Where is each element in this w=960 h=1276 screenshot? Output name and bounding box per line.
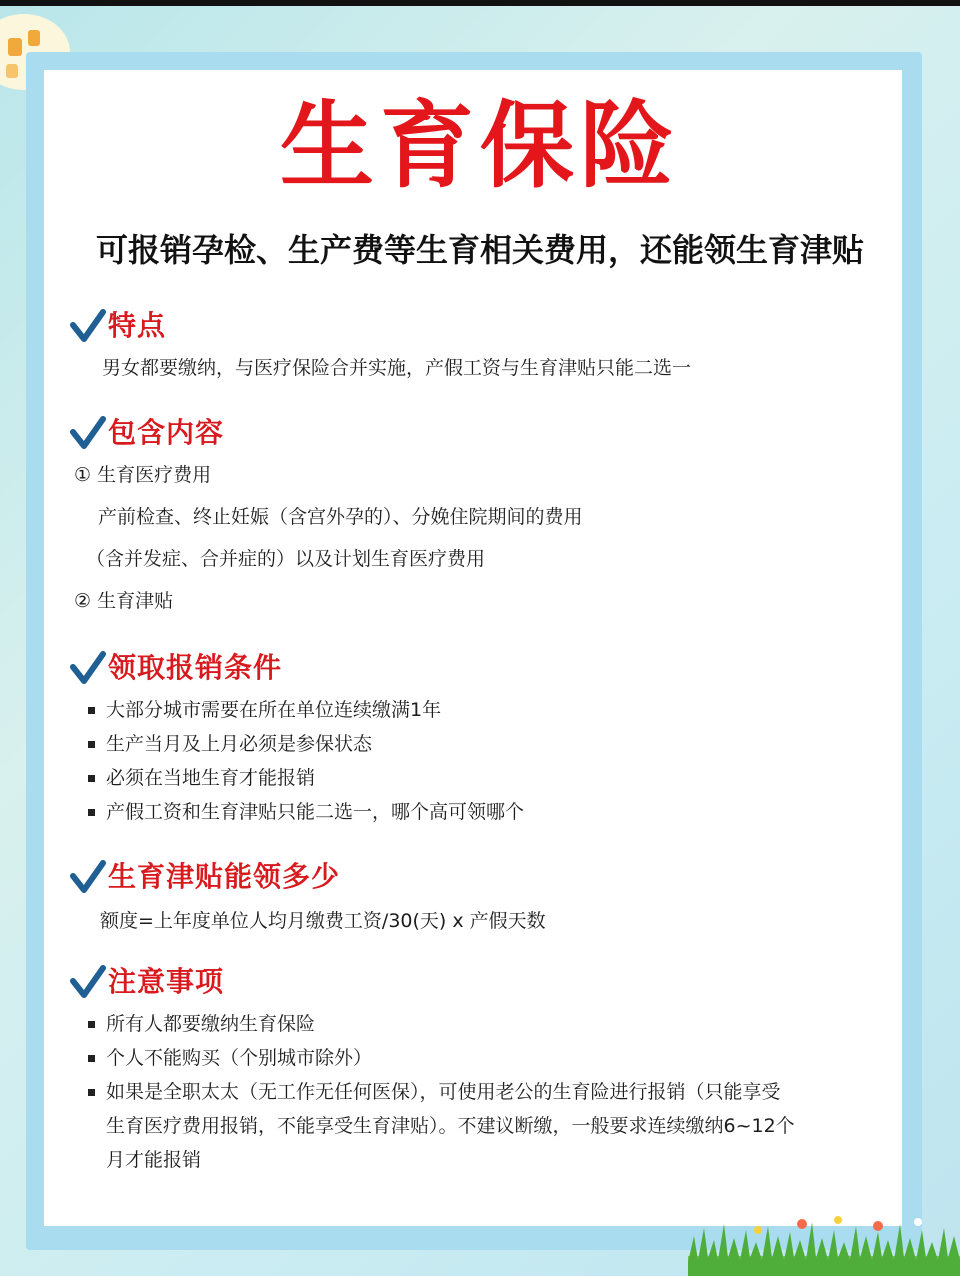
section-features-title: 特点 [108, 309, 167, 342]
bullet [88, 1021, 95, 1028]
section-notes-header [70, 962, 224, 1002]
check-icon [70, 964, 106, 1000]
section-conditions-title: 领取报销条件 [108, 651, 283, 684]
page-subtitle: 可报销孕检、生产费等生育相关费用，还能领生育津贴 [95, 231, 864, 269]
bullet [88, 707, 95, 714]
conditions-item-4: 产假工资和生育津贴只能二选一，哪个高可领哪个 [106, 801, 525, 823]
contents-item-2: ② 生育津贴 [74, 590, 174, 612]
check-icon [70, 308, 106, 344]
grass-decoration [688, 1212, 960, 1276]
contents-item-1-line-1: 产前检查、终止妊娠（含宫外孕的）、分娩住院期间的费用 [98, 506, 583, 528]
section-allowance-title: 生育津贴能领多少 [108, 860, 341, 893]
top-bar [0, 0, 960, 6]
bullet [88, 775, 95, 782]
features-text: 男女都要缴纳，与医疗保险合并实施，产假工资与生育津贴只能二选一 [102, 357, 692, 379]
section-conditions-header [70, 648, 282, 688]
bullet [88, 1089, 95, 1096]
bullet [88, 1055, 95, 1062]
conditions-item-3: 必须在当地生育才能报销 [106, 767, 316, 789]
conditions-item-1: 大部分城市需要在所在单位连续缴满1年 [106, 699, 442, 721]
page-title: 生育保险 [279, 92, 680, 201]
notes-item-3-line-2: 生育医疗费用报销，不能享受生育津贴）。不建议断缴，一般要求连续缴纳6~12个 [106, 1115, 795, 1137]
notes-item-3-line-1: 如果是全职太太（无工作无任何医保），可使用老公的生育险进行报销（只能享受 [106, 1081, 781, 1103]
allowance-formula: 额度=上年度单位人均月缴费工资/30(天) x 产假天数 [100, 910, 546, 932]
section-features-header [70, 306, 166, 346]
section-contents-title: 包含内容 [108, 416, 225, 449]
check-icon [70, 650, 106, 686]
check-icon [70, 415, 106, 451]
notes-item-1: 所有人都要缴纳生育保险 [106, 1013, 316, 1035]
bullet [88, 741, 95, 748]
section-contents-header [70, 413, 224, 453]
notes-item-2: 个人不能购买（个别城市除外） [106, 1047, 373, 1069]
bullet [88, 809, 95, 816]
notes-item-3-line-3: 月才能报销 [106, 1149, 202, 1171]
conditions-item-2: 生产当月及上月必须是参保状态 [106, 733, 373, 755]
check-icon [70, 859, 106, 895]
contents-item-1-line-2: （含并发症、合并症的）以及计划生育医疗费用 [86, 548, 486, 570]
contents-item-1: ① 生育医疗费用 [74, 464, 212, 486]
section-notes-title: 注意事项 [108, 965, 225, 998]
section-allowance-header [70, 857, 340, 897]
